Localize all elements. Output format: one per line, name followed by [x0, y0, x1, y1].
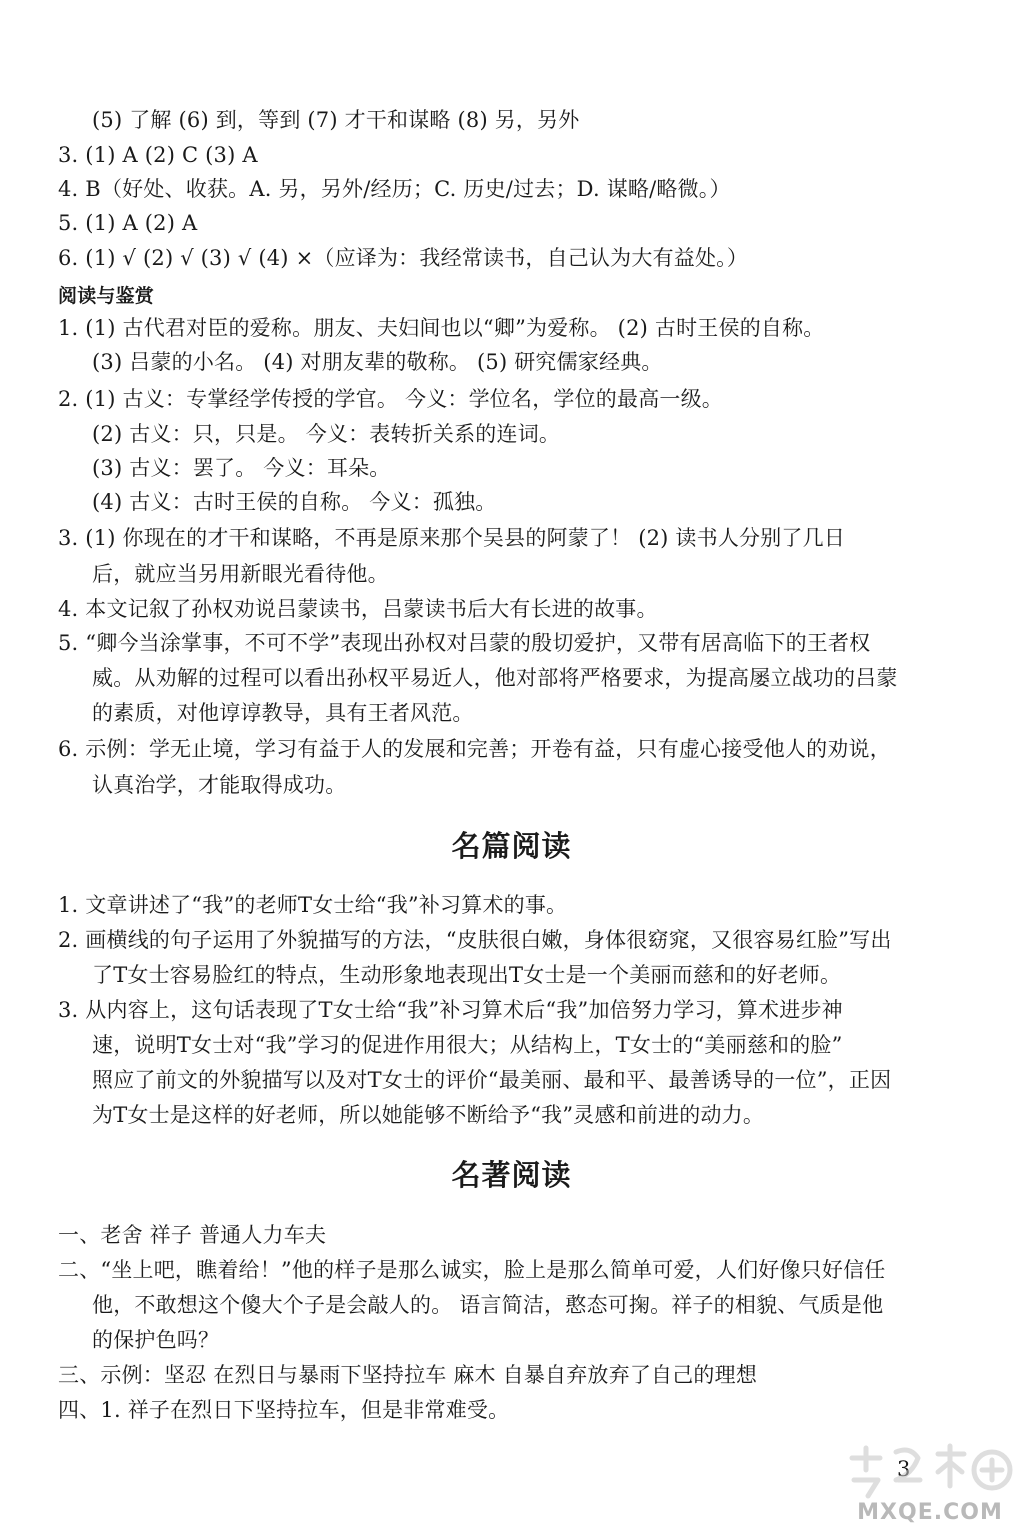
answer-line: 一、老舍 祥子 普通人力车夫: [58, 1223, 327, 1247]
answer-line: 2. 画横线的句子运用了外貌描写的方法，“皮肤很白嫩，身体很窈窕，又很容易红脸”写出: [58, 928, 892, 952]
answer-line: (4) 古义：古时王侯的自称。 今义：孤独。: [92, 490, 497, 514]
answer-line: 1. (1) 古代君对臣的爱称。朋友、夫妇间也以“卿”为爱称。 (2) 古时王侯的自称。: [58, 316, 825, 340]
section-label-reading: 阅读与鉴赏: [58, 285, 155, 307]
answer-line: 5. (1) A (2) A: [58, 211, 198, 235]
answer-line: 三、示例：坚忍 在烈日与暴雨下坚持拉车 麻木 自暴自弃放弃了自己的理想: [58, 1363, 758, 1387]
page-number: 3: [897, 1457, 911, 1481]
answer-line: 6. 示例：学无止境，学习有益于人的发展和完善；开卷有益，只有虚心接受他人的劝说，: [58, 737, 891, 761]
answer-line: 照应了前文的外貌描写以及对T女士的评价“最美丽、最和平、最善诱导的一位”，正因: [92, 1068, 892, 1092]
answer-line: 威。从劝解的过程可以看出孙权平易近人，他对部将严格要求，为提高屡立战功的吕蒙: [92, 666, 898, 690]
answer-line: 1. 文章讲述了“我”的老师T女士给“我”补习算术的事。: [58, 893, 568, 917]
watermark-text: MXQE.COM: [857, 1500, 1003, 1525]
answer-line: (5) 了解 (6) 到，等到 (7) 才干和谋略 (8) 另，另外: [92, 108, 580, 132]
answer-line: 5. “卿今当涂掌事，不可不学”表现出孙权对吕蒙的殷切爱护，又带有居高临下的王者权: [58, 631, 871, 655]
section-heading-mingzhu: 名著阅读: [451, 1158, 572, 1192]
answer-line: (3) 古义：罢了。 今义：耳朵。: [92, 456, 391, 480]
answer-line: 认真治学，才能取得成功。: [92, 773, 347, 797]
answer-line: 二、“坐上吧，瞧着给！”他的样子是那么诚实，脸上是那么简单可爱，人们好像只好信任: [58, 1258, 886, 1282]
answer-line: 4. B（好处、收获。A. 另，另外/经历；C. 历史/过去；D. 谋略/略微。）: [58, 177, 731, 201]
answer-line: 了T女士容易脸红的特点，生动形象地表现出T女士是一个美丽而慈和的好老师。: [92, 963, 842, 987]
answer-line: 四、1. 祥子在烈日下坚持拉车，但是非常难受。: [58, 1398, 510, 1422]
answer-line: 3. 从内容上，这句话表现了T女士给“我”补习算术后“我”加倍努力学习，算术进步神: [58, 998, 843, 1022]
answer-line: 速，说明T女士对“我”学习的促进作用很大；从结构上，T女士的“美丽慈和的脸”: [92, 1033, 843, 1057]
answer-line: 2. (1) 古义：专掌经学传授的学官。 今义：学位名，学位的最高一级。: [58, 387, 724, 411]
answer-line: 4. 本文记叙了孙权劝说吕蒙读书，吕蒙读书后大有长进的故事。: [58, 597, 658, 621]
section-heading-mingpian: 名篇阅读: [451, 829, 572, 863]
answer-line: 为T女士是这样的好老师，所以她能够不断给予“我”灵感和前进的动力。: [92, 1103, 765, 1127]
answer-line: 3. (1) 你现在的才干和谋略，不再是原来那个吴县的阿蒙了！ (2) 读书人分别了几日: [58, 526, 846, 550]
answer-line: 6. (1) √ (2) √ (3) √ (4) ×（应译为：我经常读书，自己认为大有益处。）: [58, 246, 749, 270]
answer-line: (3) 吕蒙的小名。 (4) 对朋友辈的敬称。 (5) 研究儒家经典。: [92, 350, 663, 374]
answer-line: 3. (1) A (2) C (3) A: [58, 143, 258, 167]
answer-line: (2) 古义：只，只是。 今义：表转折关系的连词。: [92, 422, 561, 446]
answer-line: 他，不敢想这个傻大个子是会敲人的。 语言简洁，憨态可掬。祥子的相貌、气质是他: [92, 1293, 884, 1317]
answer-line: 后，就应当另用新眼光看待他。: [92, 562, 389, 586]
answer-line: 的素质，对他谆谆教导，具有王者风范。: [92, 701, 474, 725]
answer-line: 的保护色吗？: [92, 1328, 220, 1352]
